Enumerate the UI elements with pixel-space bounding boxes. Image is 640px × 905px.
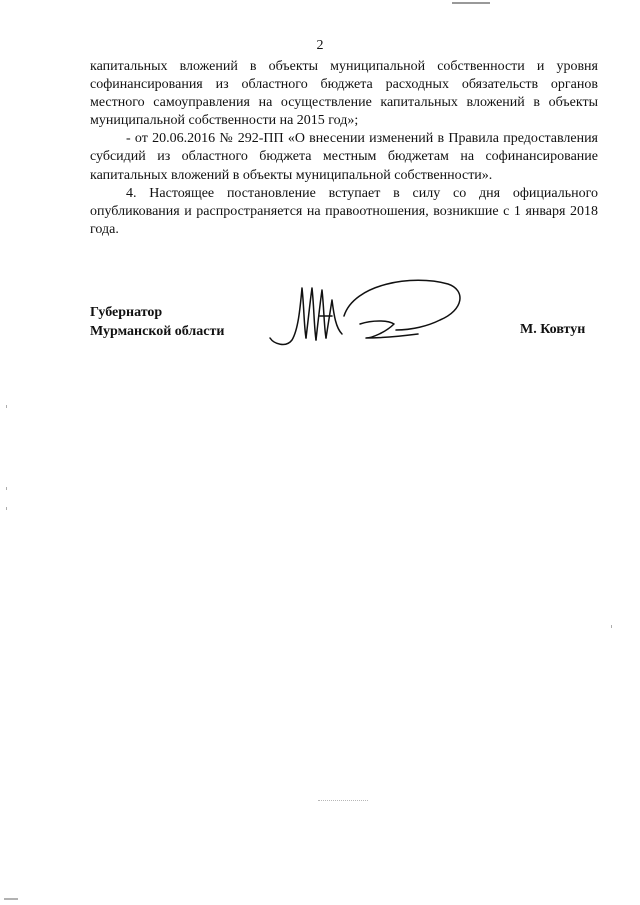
- scan-artifact-dot: [6, 405, 7, 408]
- scan-artifact-dot: [611, 625, 612, 628]
- signatory-title: [90, 303, 224, 341]
- page-number: 2: [316, 38, 324, 53]
- scan-artifact-dot: [6, 487, 7, 490]
- signatory-name: М. Ковтун: [520, 322, 586, 337]
- signatory-title-line-1: Губернатор: [90, 305, 163, 320]
- paragraph-effective-date: 4. Настоящее постановление вступает в силу со дня официального опубликования и распространяется на правоотношения, возникшие с 1 января 2018 года.: [90, 185, 598, 237]
- paragraph-continuation: капитальных вложений в объекты муниципальной собственности и уровня софинансирования из областного бюджета расходных обязательств органов местного самоуправления на осуществление капитальных вложений в объекты муниципальной собственности на 2015 год»;: [90, 59, 598, 129]
- handwritten-signature: [262, 276, 468, 356]
- document-body: [90, 58, 598, 239]
- scan-artifact-bottom: [4, 898, 18, 900]
- scan-artifact-dots: [318, 800, 368, 803]
- signatory-title-line-2: Мурманской области: [90, 324, 225, 339]
- paragraph-amendment-list-item: - от 20.06.2016 № 292-ПП «О внесении изменений в Правила предоставления субсидий из областного бюджета местным бюджетам на софинансирование капитальных вложений в объекты муниципальной собственности».: [90, 131, 598, 183]
- scan-artifact-dot: [6, 507, 7, 510]
- scan-artifact-top: [452, 2, 490, 4]
